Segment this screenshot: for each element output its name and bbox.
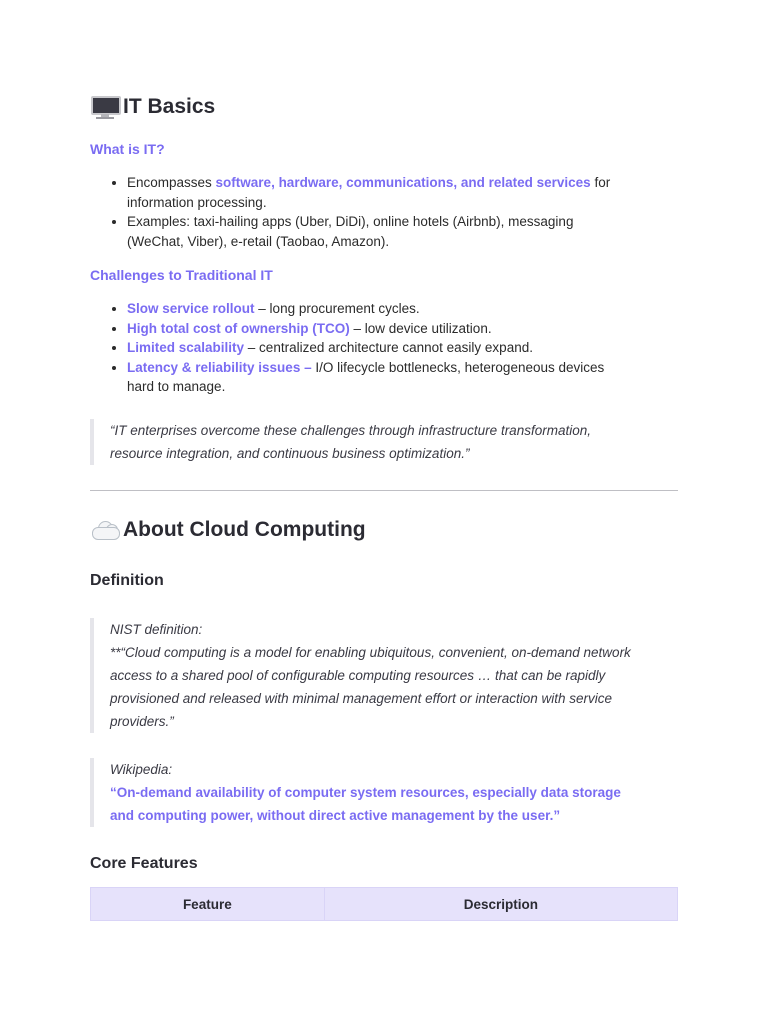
quote-wikipedia: Wikipedia: “On-demand availability of computer system resources, especially data storage and computing power, without direct active management by the user.” bbox=[90, 758, 678, 827]
list-item: • Encompasses software, hardware, communications, and related services for information processing. bbox=[127, 173, 687, 212]
section-divider bbox=[90, 490, 678, 491]
subheading-what-is-it: What is IT? bbox=[90, 141, 165, 157]
heading-core-features: Core Features bbox=[90, 855, 198, 872]
column-header-feature: Feature bbox=[91, 888, 325, 921]
heading-it-basics bbox=[90, 94, 215, 120]
subheading-challenges: Challenges to Traditional IT bbox=[90, 267, 273, 283]
list-item: • High total cost of ownership (TCO) – low device utilization. bbox=[127, 319, 687, 339]
quote-it-enterprises: “IT enterprises overcome these challenges through infrastructure transformation, resource integration, and continuous business optimization.” bbox=[90, 419, 678, 465]
list-item: • Latency & reliability issues – I/O lifecycle bottlenecks, heterogeneous devices hard to manage. bbox=[127, 358, 687, 397]
what-is-it-list bbox=[90, 173, 687, 251]
list-item: • Examples: taxi-hailing apps (Uber, DiDi), online hotels (Airbnb), messaging (WeChat, Viber), e-retail (Taobao, Amazon). bbox=[127, 212, 687, 251]
list-item: • Slow service rollout – long procurement cycles. bbox=[127, 299, 687, 319]
list-item: • Limited scalability – centralized architecture cannot easily expand. bbox=[127, 338, 687, 358]
heading-definition: Definition bbox=[90, 572, 164, 589]
heading-it-basics-text: IT Basics bbox=[123, 95, 216, 118]
cloud-icon bbox=[90, 517, 120, 543]
heading-about-cloud-computing bbox=[90, 517, 366, 543]
column-header-description: Description bbox=[324, 888, 677, 921]
table-header-row bbox=[91, 888, 678, 921]
challenges-list bbox=[90, 299, 687, 397]
quote-nist-definition: NIST definition: **“Cloud computing is a model for enabling ubiquitous, convenient, on-demand network access to a shared pool of configurable computing resources … that can be rapidly provisioned and released with minimal management effort or interaction with service providers.” bbox=[90, 618, 678, 733]
heading-cloud-text: About Cloud Computing bbox=[123, 518, 366, 541]
desktop-computer-icon bbox=[90, 94, 120, 120]
core-features-table bbox=[90, 887, 678, 921]
